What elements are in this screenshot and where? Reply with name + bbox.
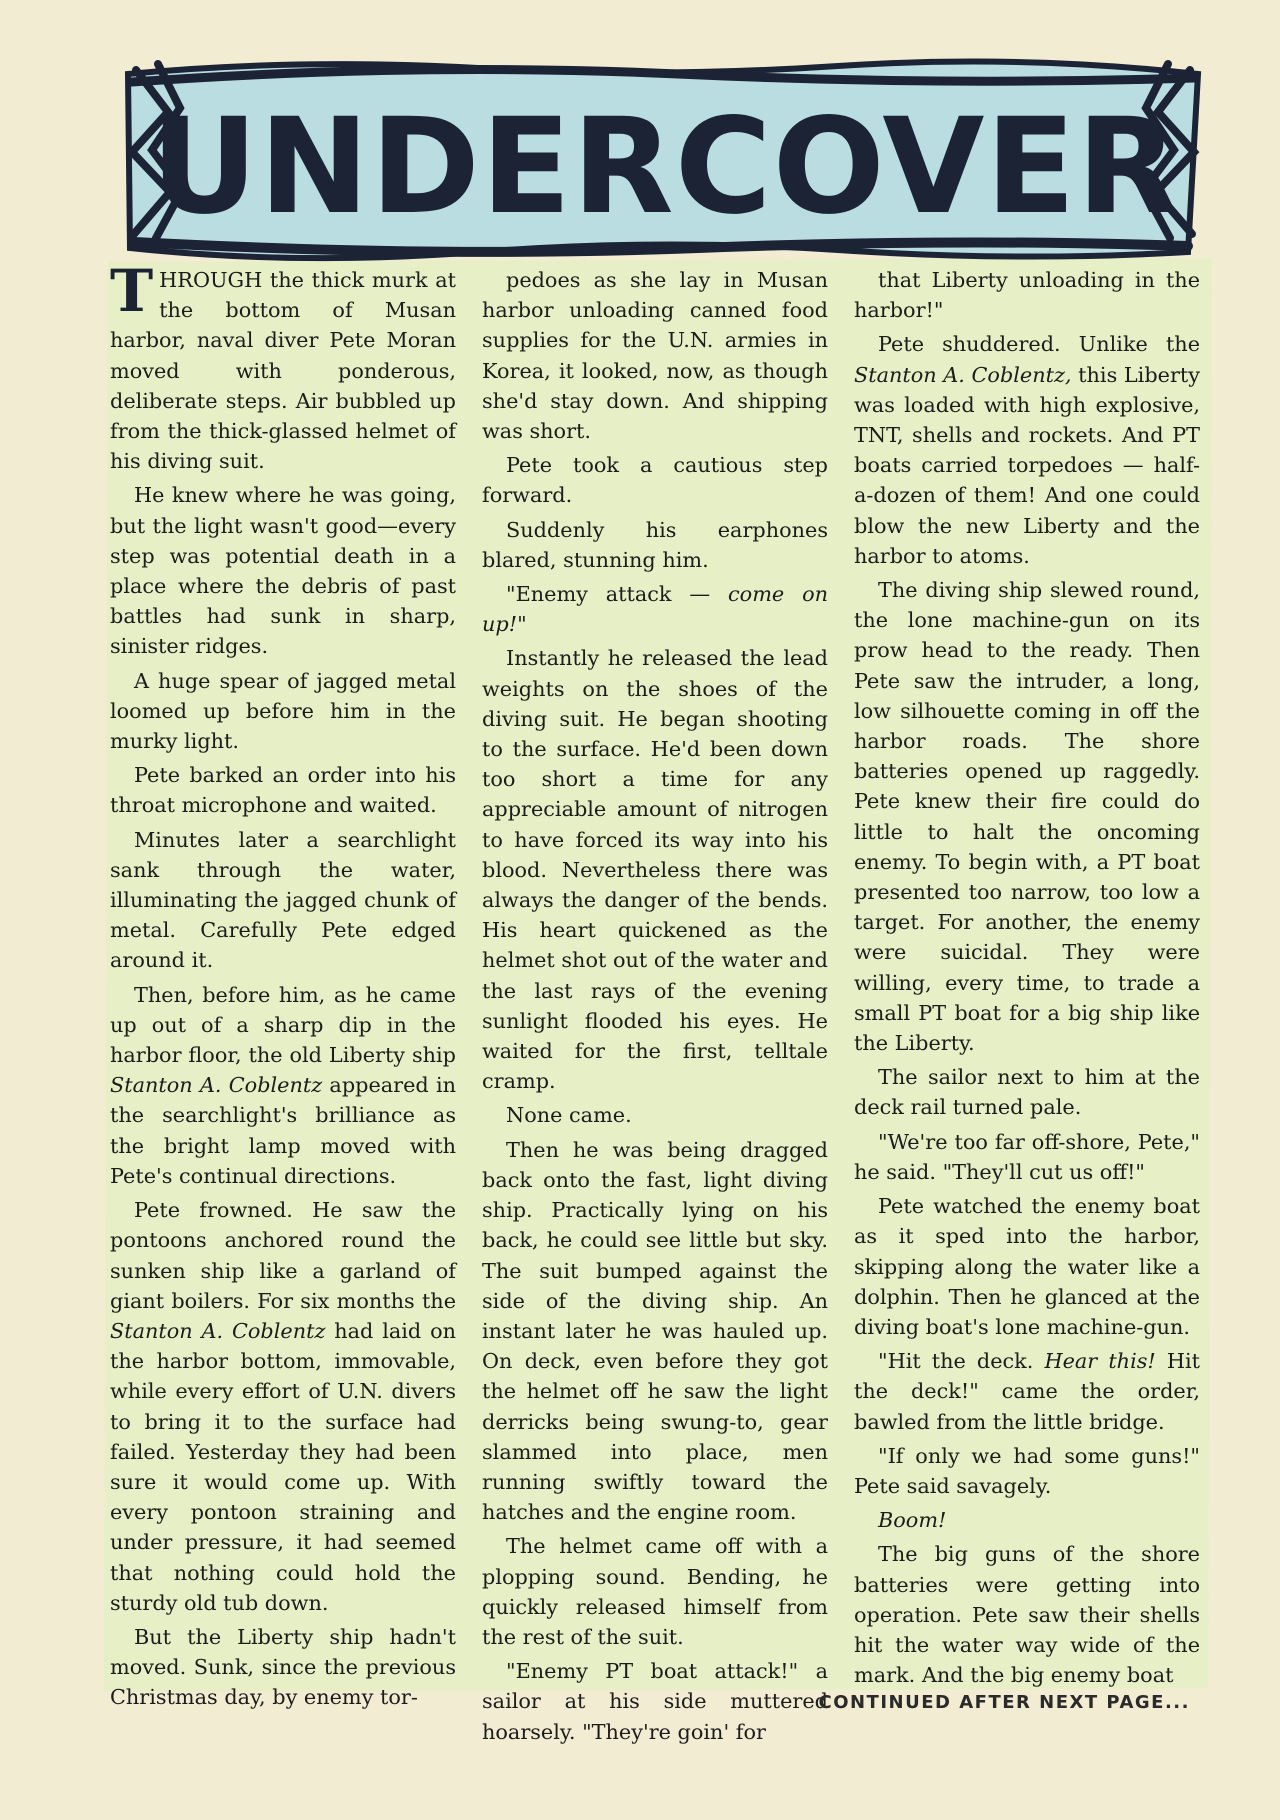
paragraph: Pete took a cautious step forward. [482,453,828,508]
paragraph: Then he was being dragged back onto the fast, light diving ship. Practically lying on his back, he could see little but sky. The suit bumped against the side of the diving ship. An instant later he was hauled up. On deck, even before they got the helmet off he saw the light derricks being swung-to, gear slammed into place, men running swiftly toward the hatches and the engine room. [482,1137,828,1525]
paragraph: He knew where he was going, but the light wasn't good—every step was potential death in a place where the debris of past battles had sunk in sharp, sinister ridges. [110,483,456,659]
emphasis: Boom! [878,1508,947,1533]
paragraph: The sailor next to him at the deck rail turned pale. [854,1065,1200,1120]
paragraph: Pete frowned. He saw the pontoons anchored round the sunken ship like a garland of giant boilers. For six months the Stanton A. Coblentz had laid on the harbor bottom, immovable, while every effort of U.N. divers to bring it to the surface had failed. Yesterday they had been sure it would come up. With every pontoon straining and under pressure, it had seemed that nothing could hold the sturdy old tub down. [110,1198,456,1615]
emphasis: come on up!" [482,582,828,637]
paragraph: "Enemy PT boat attack!" a sailor at his side muttered hoarsely. "They're goin' for [482,1659,828,1744]
paragraph: None came. [506,1103,632,1128]
paragraph [854,1505,1200,1535]
paragraph: Suddenly his earphones blared, stunning him. [482,517,828,572]
paragraph: that Liberty unloading in the harbor!" [854,268,1200,323]
ship-name: Stanton A. Coblentz [110,1073,323,1098]
story-title: UNDERCOVER [150,90,1180,244]
paragraph: "Enemy attack — come on up!" [482,582,828,637]
column-2 [482,265,828,1751]
paragraph: Minutes later a searchlight sank through the water, illuminating the jagged chunk of metal. Carefully Pete edged around it. [110,827,456,973]
paragraph: "Hit the deck. Hear this! Hit the deck!" came the order, bawled from the little bridge. [854,1349,1200,1434]
paragraph: Instantly he released the lead weights on the shoes of the diving suit. He began shooting to the surface. He'd been down too short a time for any appreciable amount of nitrogen to have forced its way into his blood. Nevertheless there was always the danger of the bends. His heart quickened as the helmet shot out of the water and the last rays of the evening sunlight flooded his eyes. He waited for the first, telltale cramp. [482,646,828,1094]
paragraph: But the Liberty ship hadn't moved. Sunk, since the previous Christmas day, by enemy tor- [110,1624,456,1710]
emphasis: Hear this! [1044,1349,1156,1374]
paragraph: THROUGH the thick murk at the bottom of Musan harbor, naval diver Pete Moran moved with ponderous, deliberate steps. Air bubbled up from the thick-glassed helmet of his diving suit. [110,257,456,474]
paragraph: "If only we had some guns!" Pete said savagely. [854,1443,1200,1498]
paragraph: The helmet came off with a plopping sound. Bending, he quickly released himself from the rest of the suit. [482,1534,828,1649]
paragraph: pedoes as she lay in Musan harbor unloading canned food supplies for the U.N. armies in Korea, it looked, now, as though she'd stay down. And shipping was short. [482,268,828,444]
ship-name: Stanton A. Coblentz [110,1318,326,1343]
paragraph: A huge spear of jagged metal loomed up before him in the murky light. [110,668,456,754]
column-1 [110,257,456,1751]
paragraph: Pete shuddered. Unlike the Stanton A. Coblentz, this Liberty was loaded with high explosive, TNT, shells and rockets. And PT boats carried torpedoes — half-a-dozen of them! And one could blow the new Liberty and the harbor to atoms. [854,332,1200,568]
paragraph: The diving ship slewed round, the lone machine-gun on its prow head to the ready. Then Pete saw the intruder, a long, low silhouette coming in off the harbor roads. The shore batteries opened up raggedly. Pete knew their fire could do little to halt the oncoming enemy. To begin with, a PT boat presented too narrow, too low a target. For another, the enemy were suicidal. They were willing, every time, to trade a small PT boat for a big ship like the Liberty. [854,578,1200,1056]
continued-note: CONTINUED AFTER NEXT PAGE... [818,1692,1190,1713]
column-3 [854,265,1200,1751]
drop-cap: T [110,257,154,325]
paragraph: Pete barked an order into his throat microphone and waited. [110,763,456,818]
paragraph: "We're too far off-shore, Pete," he said. "They'll cut us off!" [854,1129,1200,1184]
paragraph: The big guns of the shore batteries were getting into operation. Pete saw their shells hit the water way wide of the mark. And the big enemy boat [854,1542,1200,1688]
paragraph: Then, before him, as he came up out of a sharp dip in the harbor floor, the old Liberty ship Stanton A. Coblentz appeared in the searchlight's brilliance as the bright lamp moved with Pete's continual directions. [110,982,456,1188]
ship-name: Stanton A. Coblentz, [854,362,1072,387]
paragraph: Pete watched the enemy boat as it sped into the harbor, skipping along the water like a dolphin. Then he glanced at the diving boat's lone machine-gun. [854,1194,1200,1339]
